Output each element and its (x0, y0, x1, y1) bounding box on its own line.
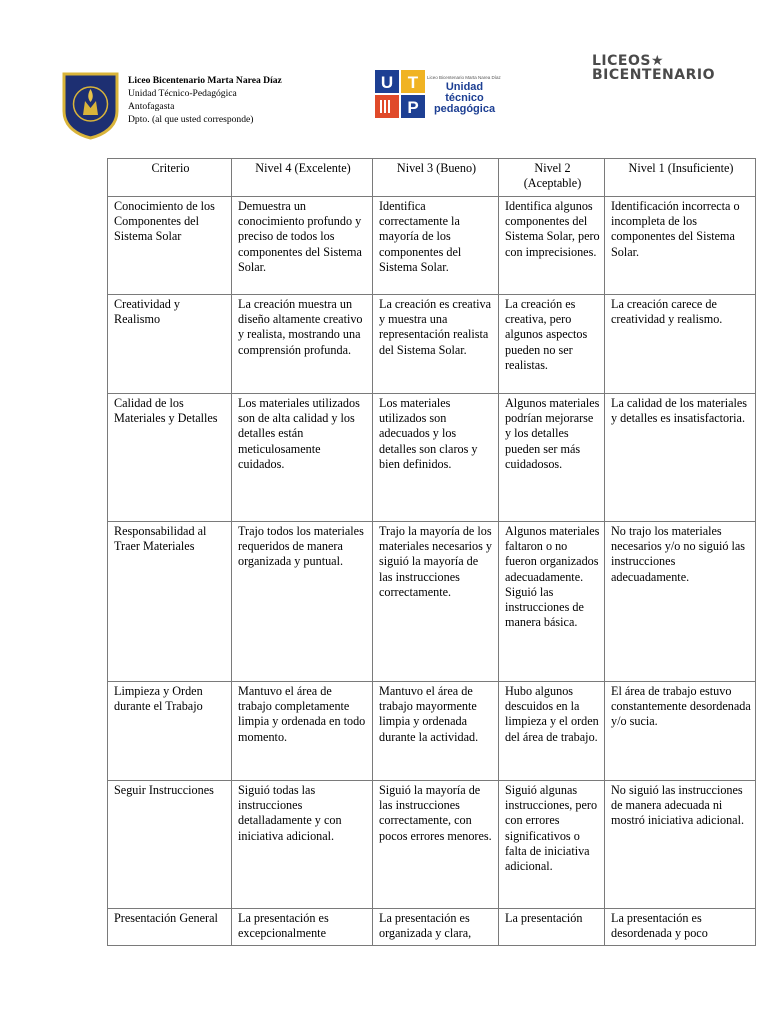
utp-letter-t: T (407, 73, 419, 92)
cell-nivel-3: Mantuvo el área de trabajo mayormente limpia y ordenada durante la actividad. (373, 682, 499, 781)
cell-nivel-1: La creación carece de creatividad y realismo. (605, 295, 756, 394)
header-criterio: Criterio (108, 159, 232, 197)
cell-nivel-3: Los materiales utilizados son adecuados y los detalles son claros y bien definidos. (373, 394, 499, 522)
cell-nivel-2: Hubo algunos descuidos en la limpieza y el orden del área de trabajo. (499, 682, 605, 781)
cell-nivel-4: La presentación es excepcionalmente (232, 909, 373, 946)
cell-nivel-4: Los materiales utilizados son de alta calidad y los detalles están meticulosamente cuidados. (232, 394, 373, 522)
cell-nivel-1: No trajo los materiales necesarios y/o no siguió las instrucciones adecuadamente. (605, 522, 756, 682)
cell-criterio: Limpieza y Orden durante el Trabajo (108, 682, 232, 781)
cell-nivel-4: Demuestra un conocimiento profundo y preciso de todos los componentes del Sistema Solar. (232, 197, 373, 295)
rubric-table (107, 158, 756, 946)
cell-nivel-1: No siguió las instrucciones de manera adecuada ni mostró iniciativa adicional. (605, 781, 756, 909)
utp-small-caption: Liceo Bicentenario Marta Narea Díaz (427, 75, 501, 80)
utp-title-line2: pedagógica (433, 103, 496, 115)
cell-criterio: Creatividad y Realismo (108, 295, 232, 394)
utp-title (429, 82, 500, 115)
cell-nivel-4: Mantuvo el área de trabajo completamente limpia y ordenada en todo momento. (232, 682, 373, 781)
unit-name: Unidad Técnico-Pedagógica (128, 88, 237, 99)
cell-nivel-3: La creación es creativa y muestra una representación realista del Sistema Solar. (373, 295, 499, 394)
cell-nivel-2: Siguió algunas instrucciones, pero con errores significativos o falta de iniciativa adicional. (499, 781, 605, 909)
table-header-row (108, 159, 756, 197)
table-row (108, 781, 756, 909)
table-row (108, 522, 756, 682)
cell-nivel-2: La creación es creativa, pero algunos aspectos pueden no ser realistas. (499, 295, 605, 394)
utp-letter-p: P (407, 98, 419, 117)
utp-title-line1: Unidad técnico (445, 81, 484, 104)
liceos-line1: LICEOS (592, 53, 651, 69)
cell-nivel-1: Identificación incorrecta o incompleta de los componentes del Sistema Solar. (605, 197, 756, 295)
header-nivel-4: Nivel 4 (Excelente) (232, 159, 373, 197)
cell-nivel-1: El área de trabajo estuvo constantemente desordenada y/o sucia. (605, 682, 756, 781)
cell-criterio: Seguir Instrucciones (108, 781, 232, 909)
department-line: Dpto. (al que usted corresponde) (128, 114, 254, 125)
utp-logo (375, 70, 500, 120)
cell-criterio: Responsabilidad al Traer Materiales (108, 522, 232, 682)
utp-letter-blocks (375, 70, 425, 118)
cell-nivel-2: Algunos materiales podrían mejorarse y los detalles pueden ser más cuidadosos. (499, 394, 605, 522)
school-crest-logo (61, 71, 120, 140)
table-row (108, 197, 756, 295)
cell-nivel-3: Siguió la mayoría de las instrucciones correctamente, con pocos errores menores. (373, 781, 499, 909)
school-name: Liceo Bicentenario Marta Narea Díaz (128, 75, 282, 86)
utp-letter-u: U (380, 73, 394, 92)
star-icon: ★ (650, 53, 665, 69)
table-row (108, 909, 756, 946)
table-row (108, 295, 756, 394)
cell-nivel-2: Identifica algunos componentes del Sistema Solar, pero con imprecisiones. (499, 197, 605, 295)
cell-criterio: Conocimiento de los Componentes del Sistema Solar (108, 197, 232, 295)
cell-nivel-4: La creación muestra un diseño altamente creativo y realista, mostrando una comprensión profunda. (232, 295, 373, 394)
header-nivel-3: Nivel 3 (Bueno) (373, 159, 499, 197)
cell-nivel-1: La calidad de los materiales y detalles es insatisfactoria. (605, 394, 756, 522)
table-row (108, 394, 756, 522)
cell-nivel-2: La presentación (499, 909, 605, 946)
header-nivel-2: Nivel 2 (Aceptable) (499, 159, 605, 197)
cell-nivel-4: Siguió todas las instrucciones detalladamente y con iniciativa adicional. (232, 781, 373, 909)
cell-nivel-2: Algunos materiales faltaron o no fueron organizados adecuadamente. Siguió las instrucciones de manera básica. (499, 522, 605, 682)
header-nivel-1: Nivel 1 (Insuficiente) (605, 159, 756, 197)
cell-criterio: Presentación General (108, 909, 232, 946)
table-row (108, 682, 756, 781)
cell-nivel-1: La presentación es desordenada y poco (605, 909, 756, 946)
cell-nivel-4: Trajo todos los materiales requeridos de manera organizada y puntual. (232, 522, 373, 682)
liceos-line2: BICENTENARIO (592, 67, 715, 83)
cell-criterio: Calidad de los Materiales y Detalles (108, 394, 232, 522)
header-text-block (128, 74, 282, 126)
cell-nivel-3: Trajo la mayoría de los materiales necesarios y siguió la mayoría de las instrucciones correctamente. (373, 522, 499, 682)
liceos-bicentenario-logo (592, 54, 715, 82)
city-name: Antofagasta (128, 101, 175, 112)
cell-nivel-3: La presentación es organizada y clara, (373, 909, 499, 946)
cell-nivel-3: Identifica correctamente la mayoría de los componentes del Sistema Solar. (373, 197, 499, 295)
